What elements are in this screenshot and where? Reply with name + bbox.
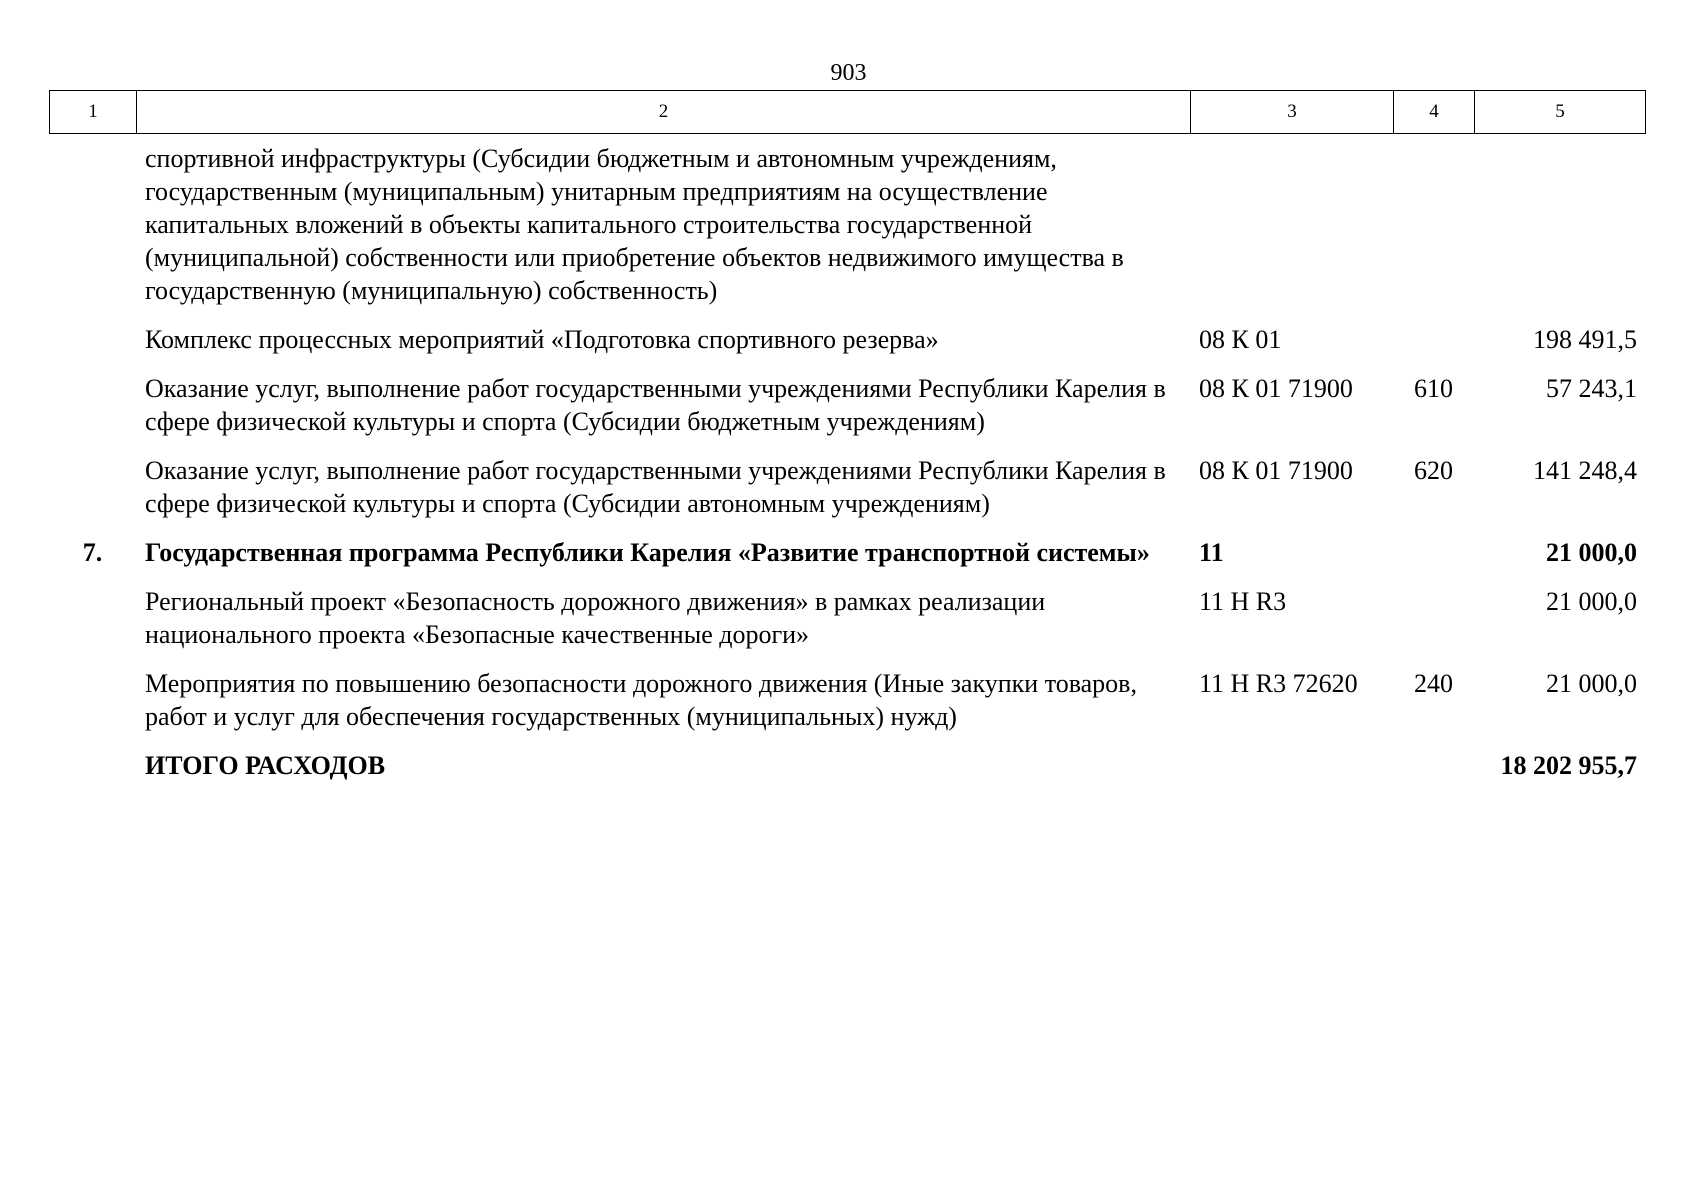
column-header-3: 3 [1191,91,1394,134]
row-number [49,323,136,356]
row-amount: 21 000,0 [1546,538,1637,567]
row-code: 11 Н R3 [1199,587,1287,616]
budget-table-body [49,134,1645,798]
total-label: ИТОГО РАСХОДОВ [145,751,386,780]
row-amount: 198 491,5 [1533,325,1637,354]
row-expense-type [1393,142,1474,307]
row-expense-type [1393,536,1474,569]
row-description: спортивной инфраструктуры (Субсидии бюджетным и автономным учреждениям, государственным (муниципальным) унитарным предприятиям на осуществление капитальных вложений в объекты капитального строительства государственной (муниципальной) собственности или приобретение объектов недвижимого имущества в государственную (муниципальную) собственность) [145,144,1124,305]
row-number [49,142,136,307]
table-row [49,454,1645,520]
column-header-2: 2 [137,91,1191,134]
table-row [49,134,1645,307]
row-number [49,585,136,651]
row-description: Комплекс процессных мероприятий «Подготовка спортивного резерва» [145,325,939,354]
table-row [49,585,1645,651]
row-code: 08 К 01 71900 [1199,374,1353,403]
table-row [49,323,1645,356]
table-row [49,667,1645,733]
row-expense-type: 610 [1414,374,1453,403]
row-amount: 21 000,0 [1546,587,1637,616]
row-number [49,372,136,438]
row-number [49,667,136,733]
row-code: 11 Н R3 72620 [1199,669,1358,698]
row-amount: 21 000,0 [1546,669,1637,698]
total-row [49,749,1645,782]
row-description: Мероприятия по повышению безопасности дорожного движения (Иные закупки товаров, работ и услуг для обеспечения государственных (муниципальных) нужд) [145,669,1137,731]
row-amount: 57 243,1 [1546,374,1637,403]
row-number [49,749,136,782]
row-code [1190,142,1393,307]
row-code: 11 [1199,538,1224,567]
column-header-4: 4 [1394,91,1475,134]
row-amount: 141 248,4 [1533,456,1637,485]
column-header-1: 1 [50,91,137,134]
row-number [49,454,136,520]
row-expense-type: 620 [1414,456,1453,485]
row-expense-type [1393,585,1474,651]
column-header-row [50,91,1646,134]
row-code: 08 К 01 71900 [1199,456,1353,485]
column-header-5: 5 [1475,91,1646,134]
row-expense-type [1393,749,1474,782]
row-description: Государственная программа Республики Карелия «Развитие транспортной системы» [145,538,1150,567]
table-row [49,372,1645,438]
row-code: 08 К 01 [1199,325,1282,354]
row-code [1190,749,1393,782]
row-description: Региональный проект «Безопасность дорожного движения» в рамках реализации национального проекта «Безопасные качественные дороги» [145,587,1046,649]
row-number: 7. [82,538,103,567]
total-amount: 18 202 955,7 [1500,751,1637,780]
page-number: 903 [830,60,867,86]
column-header-table [49,90,1646,134]
row-expense-type [1393,323,1474,356]
row-amount [1474,142,1645,307]
row-description: Оказание услуг, выполнение работ государственными учреждениями Республики Карелия в сфере физической культуры и спорта (Субсидии бюджетным учреждениям) [145,374,1166,436]
row-description: Оказание услуг, выполнение работ государственными учреждениями Республики Карелия в сфере физической культуры и спорта (Субсидии автономным учреждениям) [145,456,1166,518]
row-expense-type: 240 [1414,669,1453,698]
program-row [49,536,1645,569]
